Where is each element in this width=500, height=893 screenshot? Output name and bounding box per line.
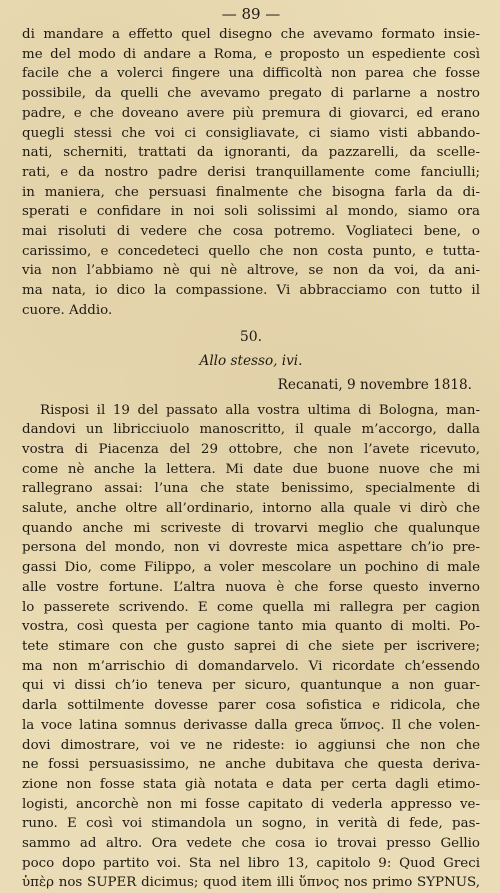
text-line: persona del mondo, non vi dovreste mica aspettare ch’io pre- <box>22 540 480 556</box>
text-line: ὑπὲρ nos SUPER dicimus; quod item illi ὕπνος nos primo SYPNUS, <box>22 875 480 891</box>
text-line: la voce latina somnus derivasse dalla greca ὕπνος. Il che volen- <box>22 717 480 733</box>
letter-heading: Allo stesso, ivi. <box>199 352 303 369</box>
text-line: in maniera, che persuasi finalmente che bisogna farla da di- <box>22 184 480 200</box>
letter-number: 50. <box>239 328 263 345</box>
text-line: salute, anche oltre all’ordinario, intorno alla quale vi dirò che <box>22 501 480 517</box>
text-line: rati, e da nostro padre derisi tranquillamente come fanciulli; <box>22 164 480 180</box>
text-line: via non l’abbiamo nè qui nè altrove, se non da voi, da ani- <box>22 263 480 279</box>
text-line: tete stimare con che gusto saprei di che siete per iscrivere; <box>22 638 480 654</box>
text-line: gassi Dio, come Filippo, a voler mescolare un pochino di male <box>22 560 480 576</box>
text-line: mai risoluti di vedere che cosa potremo. Vogliateci bene, o <box>22 224 480 240</box>
text-line: di mandare a effetto quel disegno che avevamo formato insie- <box>22 27 480 42</box>
text-line: facile che a volerci fingere una difficoltà non parea che fosse <box>22 66 480 82</box>
text-line: dandovi un libricciuolo manoscritto, il quale m’accorgo, dalla <box>22 422 480 438</box>
text-line: alle vostre fortune. L’altra nuova è che forse questo inverno <box>22 579 480 595</box>
text-line: vostra, così questa per cagione tanto mia quanto di molti. Po- <box>22 619 480 635</box>
text-line: dovi dimostrare, voi ve ne rideste: io aggiunsi che non che <box>22 737 480 753</box>
text-line: vostra di Piacenza del 29 ottobre, che non l’avete ricevuto, <box>22 441 480 457</box>
text-line: ne fossi persuasissimo, ne anche dubitava che questa deriva- <box>22 757 480 773</box>
text-line: me del modo di andare a Roma, e proposto un espediente così <box>22 46 480 62</box>
text-line: quegli stessi che voi ci consigliavate, ci siamo visti abbando- <box>22 125 480 141</box>
text-line: Risposi il 19 del passato alla vostra ultima di Bologna, man- <box>40 402 480 418</box>
text-line: lo passerete scrivendo. E come quella mi rallegra per cagion <box>22 599 480 615</box>
text-line: runo. E così voi stimandola un sogno, in verità di fede, pas- <box>22 816 480 832</box>
continued-letter-text <box>22 25 480 321</box>
page-number: — 89 — <box>221 5 281 23</box>
text-line: qui vi dissi ch’io teneva per sicuro, quantunque a non guar- <box>22 678 480 694</box>
text-line: ma nata, io dico la compassione. Vi abbracciamo con tutto il <box>22 283 480 299</box>
letter-dateline: Recanati, 9 novembre 1818. <box>277 376 472 393</box>
text-line: logisti, ancorchè non mi fosse capitato di vederla appresso ve- <box>22 796 480 812</box>
text-line: possibile, da quelli che avevamo pregato di parlarne a nostro <box>22 86 480 102</box>
text-line: nati, scherniti, trattati da ignoranti, da pazzarelli, da scelle- <box>22 145 480 161</box>
text-line: come nè anche la lettera. Mi date due buone nuove che mi <box>22 461 480 477</box>
text-line: carissimo, e concedeteci quello che non costa punto, e tutta- <box>22 243 480 259</box>
text-line: rallegrano assai: l’una che state benissimo, specialmente di <box>22 481 480 497</box>
text-line: quando anche mi scriveste di trovarvi meglio che qualunque <box>22 520 480 536</box>
text-line: zione non fosse stata già notata e data per certa dagli etimo- <box>22 776 480 792</box>
text-line: ma non m’arrischio di domandarvelo. Vi ricordate ch’essendo <box>22 658 480 674</box>
letter-body-text <box>22 401 480 893</box>
text-line: sammo ad altro. Ora vedete che cosa io trovai presso Gellio <box>22 836 480 852</box>
text-line: sperati e confidare in noi soli solissimi al mondo, siamo ora <box>22 204 480 220</box>
text-line: poco dopo partito voi. Sta nel libro 13, capitolo 9: Quod Greci <box>22 855 480 871</box>
text-line: darla sottilmente dovesse parer cosa sofistica e ridicola, che <box>22 698 480 714</box>
text-line: padre, e che doveano avere più premura di giovarci, ed erano <box>22 105 480 121</box>
text-line: cuore. Addio. <box>22 302 113 318</box>
